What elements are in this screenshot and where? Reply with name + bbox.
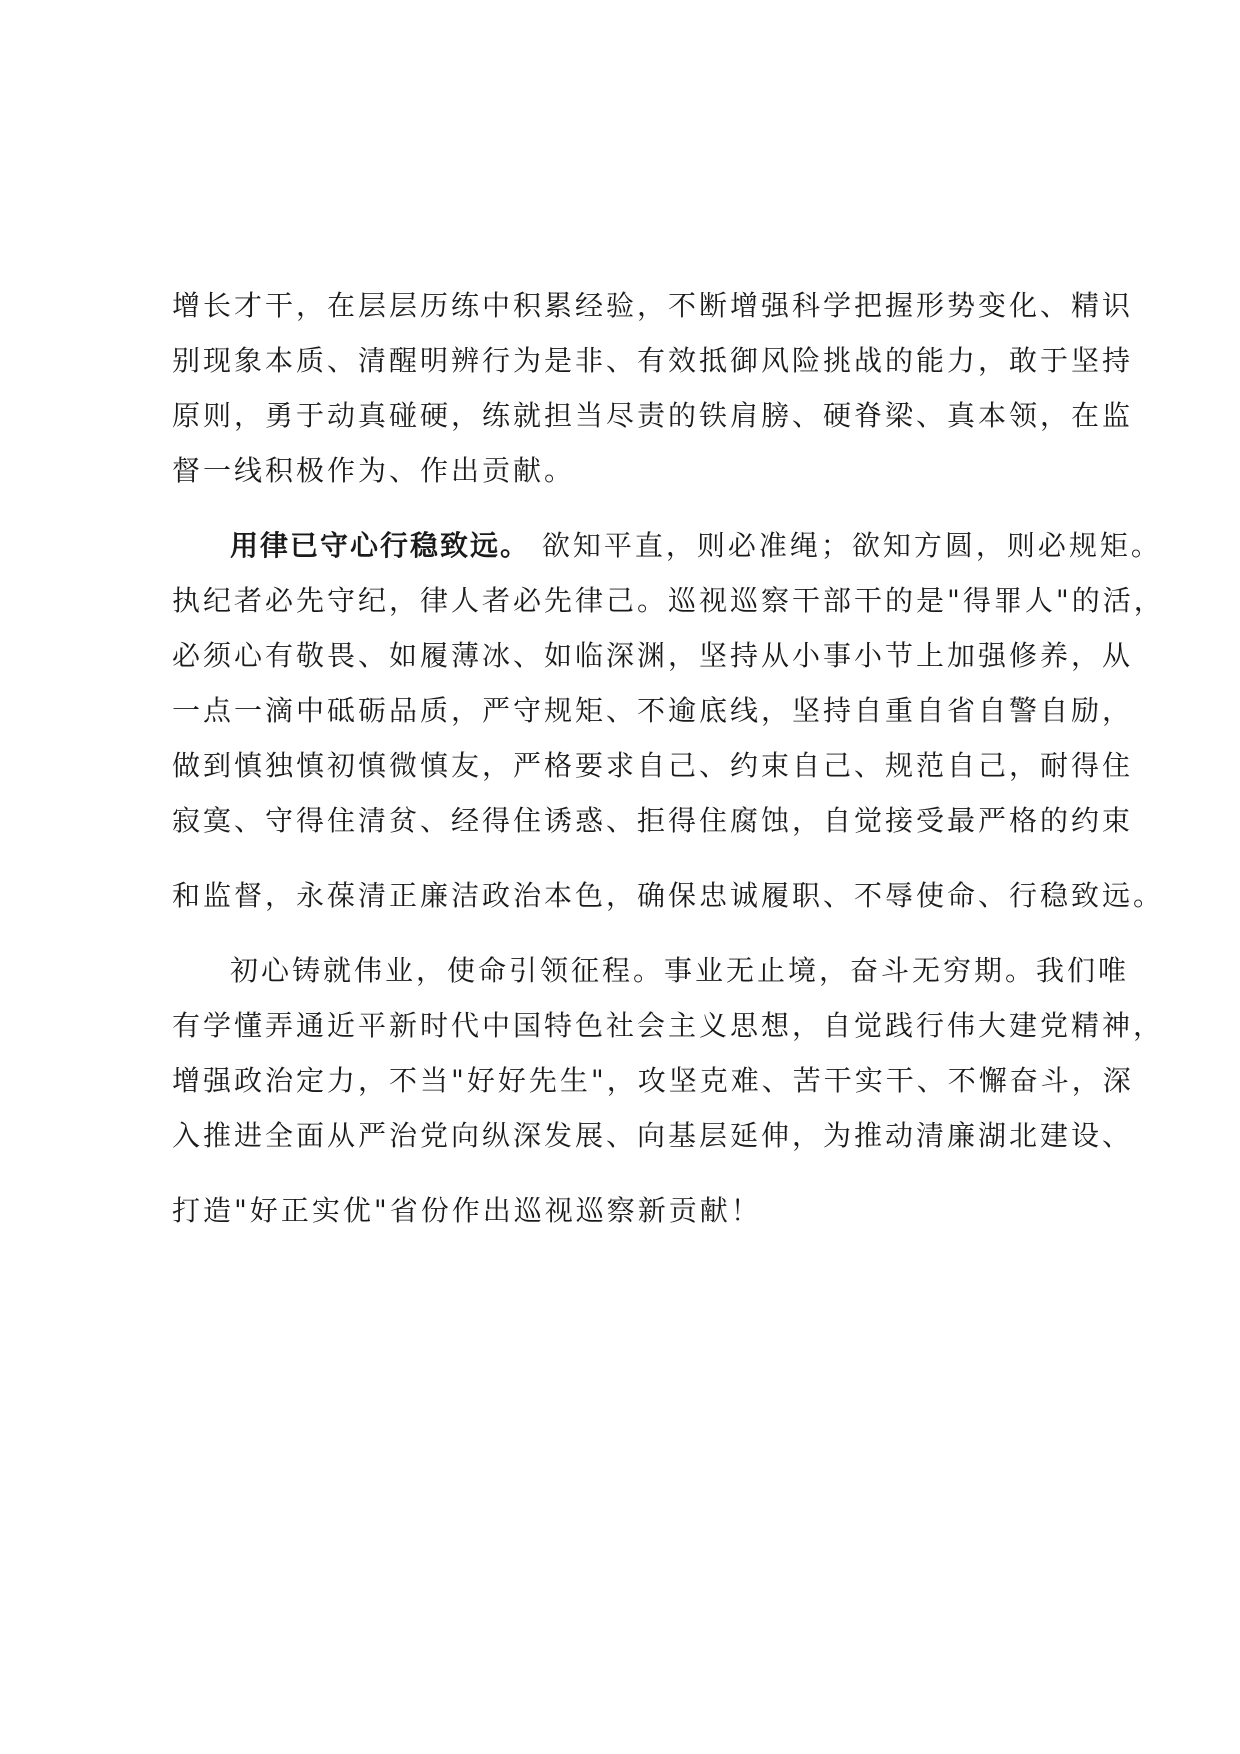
paragraph-3 [172,943,1165,1238]
body-text [172,278,1165,1238]
text-line: 必须心有敬畏、如履薄冰、如临深渊，坚持从小事小节上加强修养，从 [172,639,1134,672]
paragraph-2 [172,518,1165,943]
text-line: 督一线积极作为、作出贡献。 [172,454,576,487]
text-line: 增强政治定力，不当"好好先生"，攻坚克难、苦干实干、不懈奋斗，深 [172,1064,1134,1097]
text-line: 增长才干，在层层历练中积累经验，不断增强科学把握形势变化、精识 [172,289,1134,322]
text-line: 别现象本质、清醒明辨行为是非、有效抵御风险挑战的能力，敢于坚持 [172,344,1134,377]
text-run: 欲知平直，则必准绳；欲知方圆，则必规矩。 [541,529,1162,562]
text-line: 做到慎独慎初慎微慎友，严格要求自己、约束自己、规范自己，耐得住 [172,749,1134,782]
text-line: 和监督，永葆清正廉洁政治本色，确保忠诚履职、不辱使命、行稳致远。 [172,879,1165,912]
text-line: 寂寞、守得住清贫、经得住诱惑、拒得住腐蚀，自觉接受最严格的约束 [172,804,1134,837]
text-line: 入推进全面从严治党向纵深发展、向基层延伸，为推动清廉湖北建设、 [172,1119,1134,1152]
text-line: 执纪者必先守纪，律人者必先律己。巡视巡察干部干的是"得罪人"的活， [172,584,1165,617]
text-line: 原则，勇于动真碰硬，练就担当尽责的铁肩膀、硬脊梁、真本领，在监 [172,399,1134,432]
text-line: 有学懂弄通近平新时代中国特色社会主义思想，自觉践行伟大建党精神， [172,1009,1165,1042]
text-line [172,518,1162,573]
text-line: 初心铸就伟业，使命引领征程。事业无止境，奋斗无穷期。我们唯 [230,954,1130,987]
section-heading: 用律已守心行稳致远。 [230,529,531,562]
text-line: 一点一滴中砥砺品质，严守规矩、不逾底线，坚持自重自省自警自励， [172,694,1134,727]
paragraph-1 [172,278,1134,518]
text-line: 打造"好正实优"省份作出巡视巡察新贡献！ [172,1194,762,1227]
